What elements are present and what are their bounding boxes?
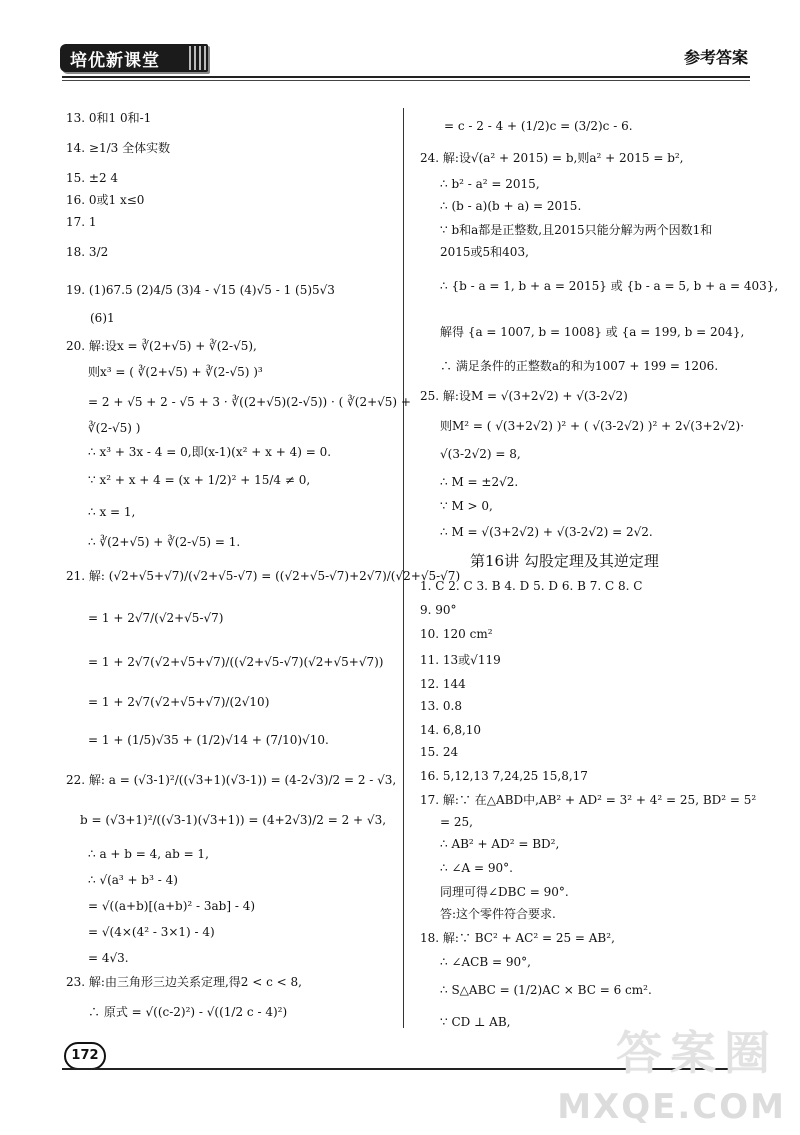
answer-line: ∴ ∠A = 90°. [440,861,513,875]
answer-line: ∴ (b - a)(b + a) = 2015. [440,199,582,213]
answer-line: 15. 24 [420,745,459,759]
answer-line: 9. 90° [420,603,457,617]
answer-line: = 1 + 2√7/(√2+√5-√7) [88,611,224,625]
answer-line: 22. 解: a = (√3-1)²/((√3+1)(√3-1)) = (4-2√3)/2 = 2 - √3, [66,773,397,787]
answer-line: ∴ √(a³ + b³ - 4) [88,873,178,887]
answer-line: 12. 144 [420,677,466,691]
answer-line: 同理可得∠DBC = 90°. [440,885,569,899]
answer-line: b = (√3+1)²/((√3-1)(√3+1)) = (4+2√3)/2 = 2 + √3, [80,813,387,827]
answer-line: 17. 解:∵ 在△ABD中,AB² + AD² = 3² + 4² = 25, BD² = 5² [420,793,757,807]
answer-line: ∴ x = 1, [88,505,136,519]
answer-line: 2015或5和403, [440,245,529,259]
answer-line: 解得 {a = 1007, b = 1008} 或 {a = 199, b = 204}, [440,325,745,339]
header-decoration [186,46,208,70]
page-number: 172 [64,1042,106,1070]
answer-line: = 2 + √5 + 2 - √5 + 3 · ∛((2+√5)(2-√5)) · ( ∛(2+√5) + [88,395,411,409]
answer-line: 21. 解: (√2+√5+√7)/(√2+√5-√7) = ((√2+√5-√7)+2√7)/(√2+√5-√7) [66,569,461,583]
answer-line: ∵ x² + x + 4 = (x + 1/2)² + 15/4 ≠ 0, [88,473,311,487]
answer-line: 13. 0和1 0和-1 [66,111,152,125]
answer-line: 19. (1)67.5 (2)4/5 (3)4 - √15 (4)√5 - 1 (5)5√3 [66,283,335,297]
answer-line: 14. ≥1/3 全体实数 [66,141,171,155]
answer-line: 24. 解:设√(a² + 2015) = b,则a² + 2015 = b², [420,151,684,165]
header-right-title: 参考答案 [683,48,748,67]
answer-line: = 1 + (1/5)√35 + (1/2)√14 + (7/10)√10. [88,733,329,747]
answer-line: 则x³ = ( ∛(2+√5) + ∛(2-√5) )³ [88,365,263,379]
answer-line: ∴ {b - a = 1, b + a = 2015} 或 {b - a = 5, b + a = 403}, [440,279,779,293]
answer-line: 1. C 2. C 3. B 4. D 5. D 6. B 7. C 8. C [420,579,643,593]
answer-line: ∴ M = √(3+2√2) + √(3-2√2) = 2√2. [440,525,653,539]
answer-line: 15. ±2 4 [66,171,119,185]
answer-line: = √((a+b)[(a+b)² - 3ab] - 4) [88,899,256,913]
answer-line: = √(4×(4² - 3×1) - 4) [88,925,215,939]
answer-line: 答:这个零件符合要求. [440,907,556,921]
answer-line: 14. 6,8,10 [420,723,482,737]
answer-line: 16. 0或1 x≤0 [66,193,145,207]
header-rule [62,76,750,78]
answer-line: 11. 13或√119 [420,653,501,667]
answer-line: = 1 + 2√7(√2+√5+√7)/(2√10) [88,695,270,709]
answer-line: ∛(2-√5) ) [88,421,141,435]
answer-line: = 25, [440,815,473,829]
answer-line: 17. 1 [66,215,97,229]
answer-line: 23. 解:由三角形三边关系定理,得2 < c < 8, [66,975,302,989]
answer-line: (6)1 [90,311,115,325]
watermark-url: MXQE.COM [557,1087,786,1127]
answer-line: ∴ S△ABC = (1/2)AC × BC = 6 cm². [440,983,652,997]
answer-line: = 1 + 2√7(√2+√5+√7)/((√2+√5-√7)(√2+√5+√7)) [88,655,384,669]
answer-line: 18. 3/2 [66,245,109,259]
header-rule-thin [62,80,750,81]
answer-line: 20. 解:设x = ∛(2+√5) + ∛(2-√5), [66,339,257,353]
answer-line: ∴ 原式 = √((c-2)²) - √((1/2 c - 4)²) [88,1005,288,1019]
answer-line: ∴ x³ + 3x - 4 = 0,即(x-1)(x² + x + 4) = 0. [88,445,332,459]
answer-line: ∵ CD ⊥ AB, [440,1015,511,1029]
answer-line: 18. 解:∵ BC² + AC² = 25 = AB², [420,931,615,945]
answer-line: ∴ a + b = 4, ab = 1, [88,847,209,861]
answer-line: 25. 解:设M = √(3+2√2) + √(3-2√2) [420,389,628,403]
answer-line: = c - 2 - 4 + (1/2)c = (3/2)c - 6. [444,119,633,133]
answer-line: ∴ ∠ACB = 90°, [440,955,531,969]
answer-line: ∴ 满足条件的正整数a的和为1007 + 199 = 1206. [440,359,719,373]
header-badge-title: 培优新课堂 [70,51,160,71]
answer-line: 16. 5,12,13 7,24,25 15,8,17 [420,769,588,783]
answer-line: ∴ ∛(2+√5) + ∛(2-√5) = 1. [88,535,241,549]
answer-line: ∴ b² - a² = 2015, [440,177,540,191]
section-title: 第16讲 勾股定理及其逆定理 [470,552,659,570]
answer-line: = 4√3. [88,951,129,965]
answer-line: ∵ M > 0, [440,499,493,513]
answer-line: √(3-2√2) = 8, [440,447,521,461]
answer-line: 13. 0.8 [420,699,462,713]
answer-line: 则M² = ( √(3+2√2) )² + ( √(3-2√2) )² + 2√(3+2√2)· [440,419,745,433]
answer-line: 10. 120 cm² [420,627,493,641]
watermark-logo: 答案圈 [616,1026,778,1080]
answer-line: ∴ M = ±2√2. [440,475,519,489]
answer-line: ∴ AB² + AD² = BD², [440,837,560,851]
answer-line: ∵ b和a都是正整数,且2015只能分解为两个因数1和 [440,223,713,237]
